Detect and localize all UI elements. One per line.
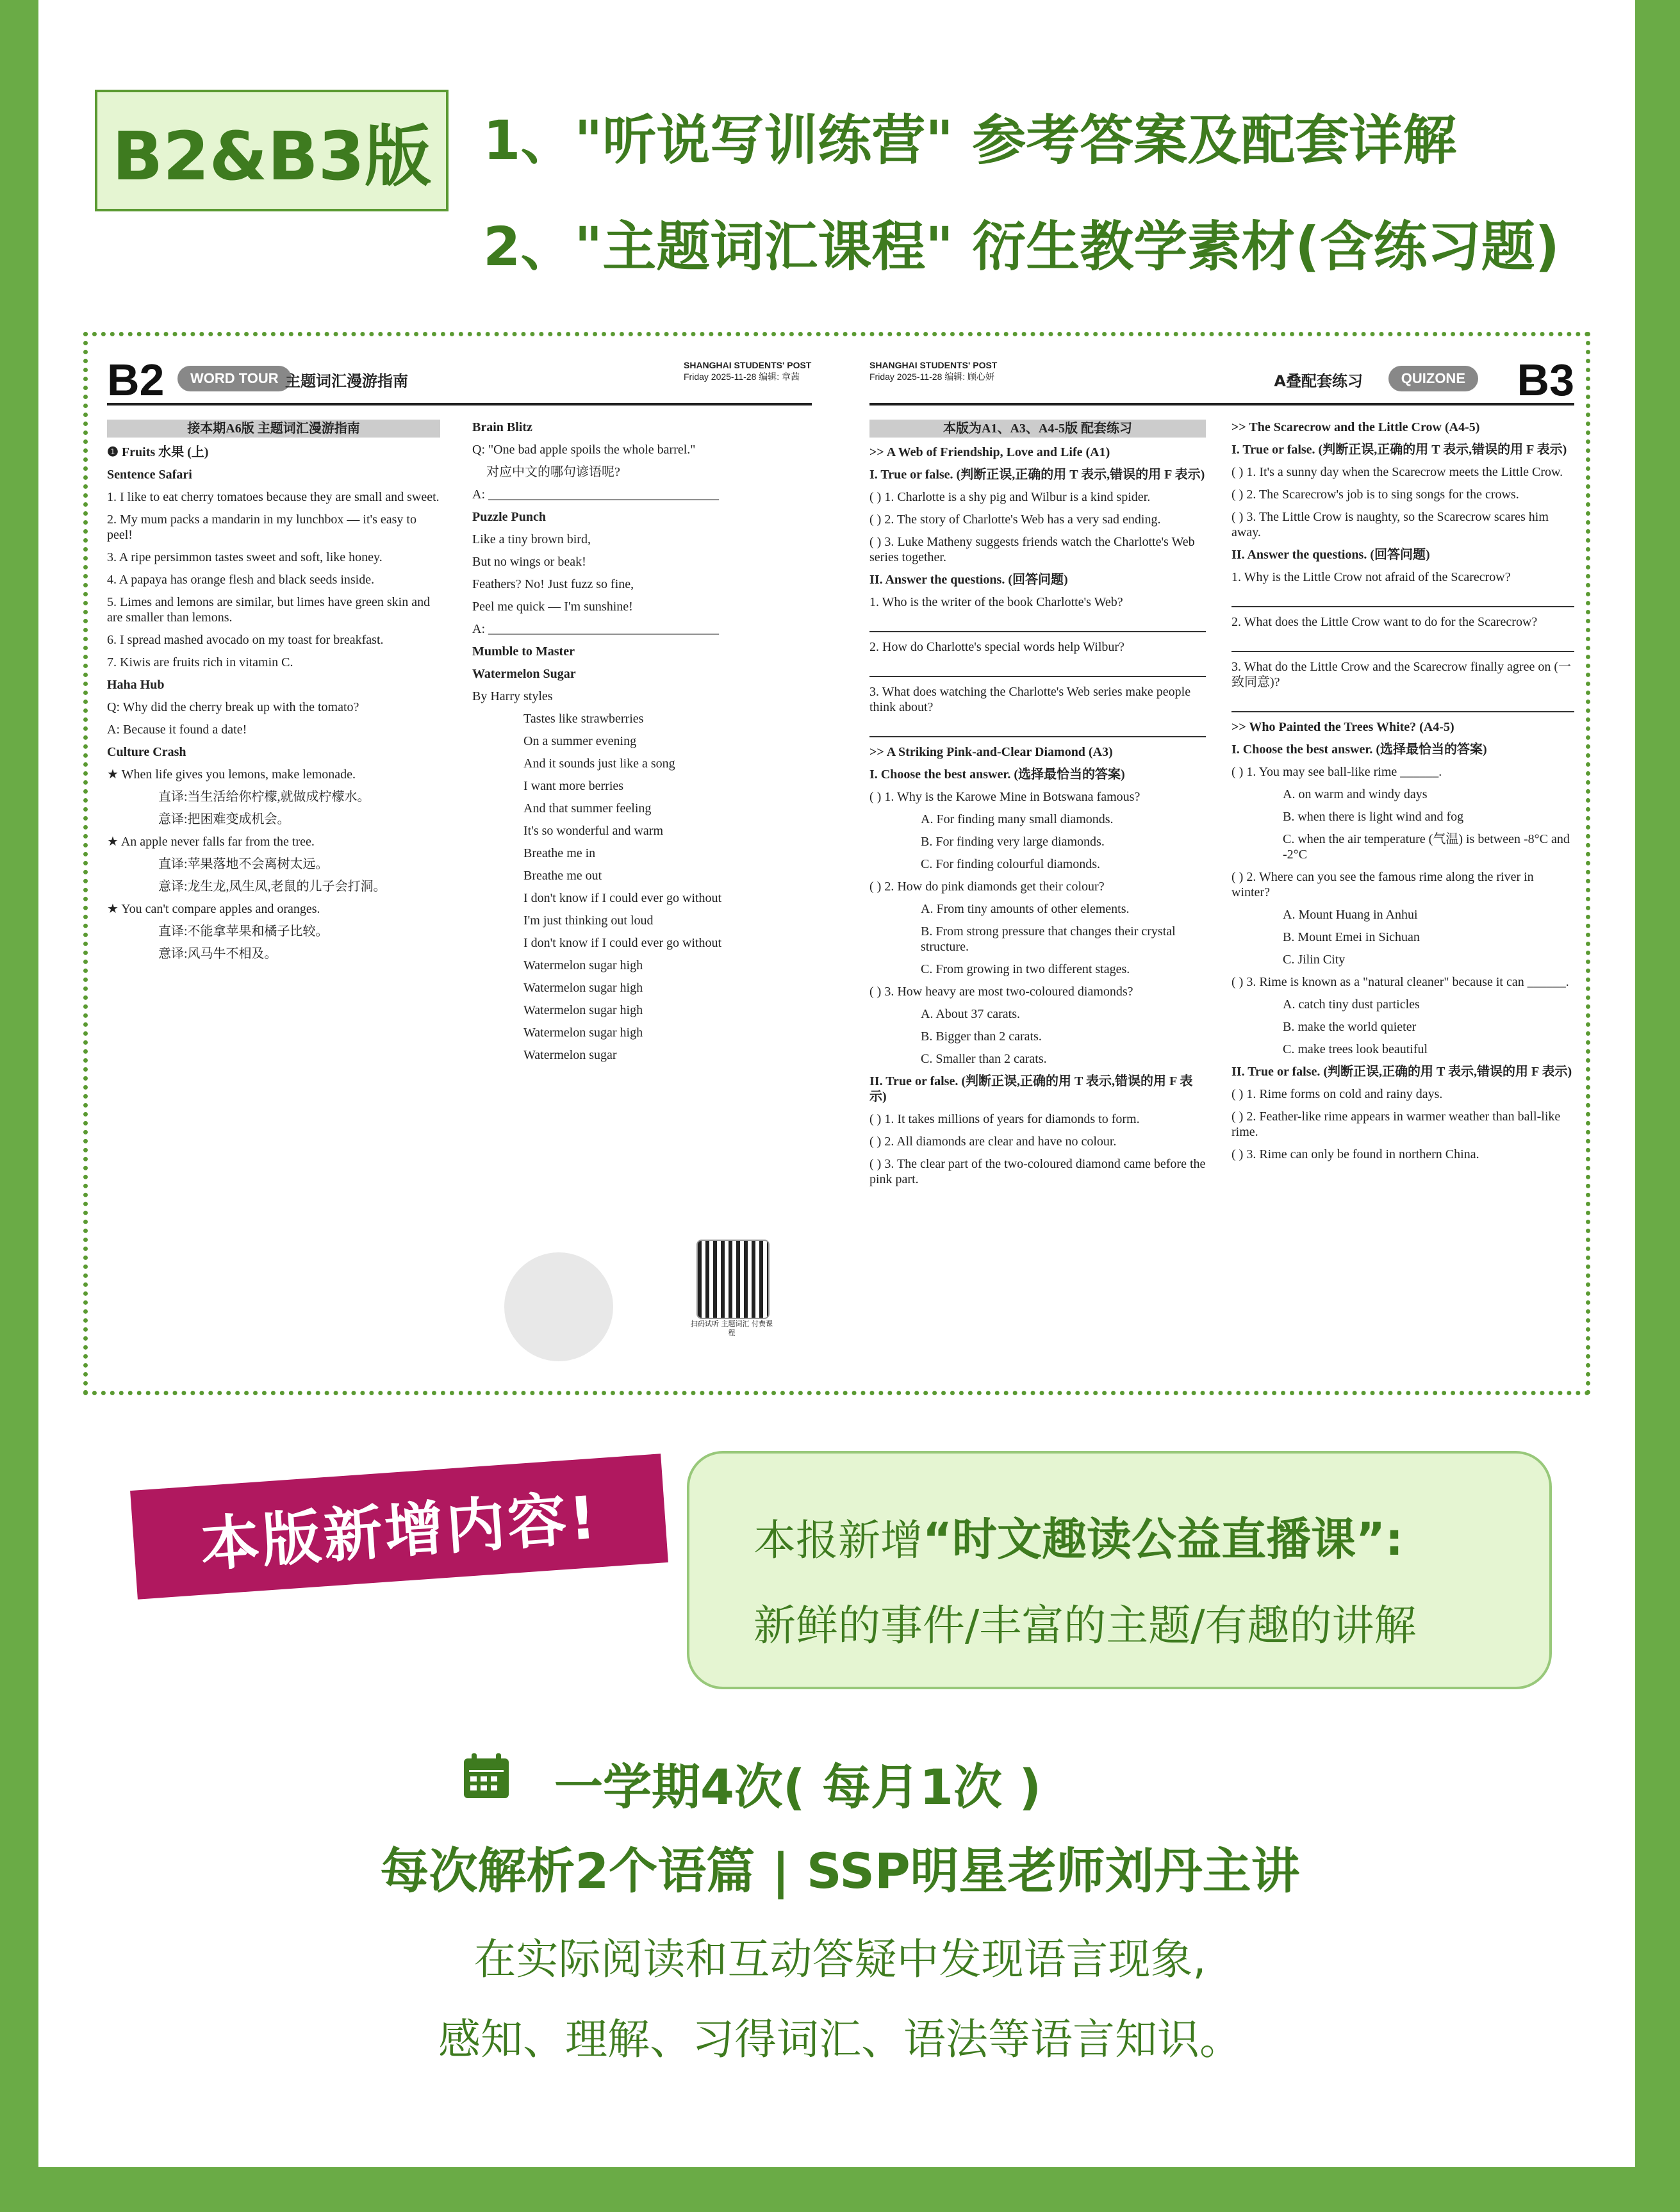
text-line: A. From tiny amounts of other elements. [921,902,1130,916]
text-line: B. when there is light wind and fog [1283,810,1464,824]
page-b3-header [869,356,1574,406]
text-line: C. when the air temperature (气温) is between -8°C and -2°C [1283,832,1570,862]
page-b3-right-column [1231,420,1574,1169]
text-line: 2. How do Charlotte's special words help Wilbur? [869,640,1124,654]
live-course-box [687,1451,1552,1689]
headline-1: 1、"听说写训练营" 参考答案及配套详解 [483,109,1457,172]
text-line: Q: "One bad apple spoils the whole barrel." [472,443,696,457]
text-line: ( ) 3. Luke Matheny suggests friends watch the Charlotte's Web series together. [869,535,1195,564]
text-line: Like a tiny brown bird, [472,532,591,546]
text-line: 7. Kiwis are fruits rich in vitamin C. [107,655,293,669]
text-line: A. catch tiny dust particles [1283,997,1420,1012]
page-b3-title: A叠配套练习 [1274,372,1363,390]
page-b3-dateline: Friday 2025-11-28 编辑: 顾心妍 [869,372,995,382]
text-line: ( ) 3. The clear part of the two-coloured diamond came before the pink part. [869,1157,1206,1186]
text-line: A. For finding many small diamonds. [921,812,1114,826]
section-heading: II. True or false. (判断正误,正确的用 T 表示,错误的用 F 表示) [1231,1065,1572,1079]
page-b2-title: 主题词汇漫游指南 [285,372,408,390]
text-line: ( ) 3. How heavy are most two-coloured diamonds? [869,985,1133,999]
text-line: ★ An apple never falls far from the tree. [107,835,315,849]
text-line: Q: Why did the cherry break up with the tomato? [107,700,359,714]
text-line: It's so wonderful and warm [523,824,663,838]
text-line: Breathe me in [523,846,596,860]
answer-line [1231,637,1574,652]
text-line: B. From strong pressure that changes their crystal structure. [921,924,1176,954]
text-line: And it sounds just like a song [523,757,675,771]
text-line: C. For finding colourful diamonds. [921,857,1100,871]
new-content-tag-label: 本版新增内容! [198,1483,601,1580]
text-line: 意译:把困难变成机会。 [158,812,290,826]
text-line: Breathe me out [523,869,602,883]
text-line: ( ) 3. The Little Crow is naughty, so the Scarecrow scares him away. [1231,510,1549,539]
section-heading: Culture Crash [107,745,186,759]
text-line: C. From growing in two different stages. [921,962,1130,976]
text-line: ( ) 3. Rime can only be found in northern China. [1231,1147,1479,1161]
text-line: 1. Who is the writer of the book Charlotte's Web? [869,595,1123,609]
text-line: 3. A ripe persimmon tastes sweet and soft, like honey. [107,550,383,564]
text-line: ( ) 1. It takes millions of years for diamonds to form. [869,1112,1140,1126]
text-line: Watermelon sugar high [523,1026,643,1040]
flyer-page [38,0,1635,2167]
text-line: 1. Why is the Little Crow not afraid of the Scarecrow? [1231,570,1511,584]
edition-badge [95,90,449,211]
page-b3-masthead: SHANGHAI STUDENTS' POST [869,360,998,370]
text-line: 对应中文的哪句谚语呢? [486,465,620,479]
text-line: 意译:风马牛不相及。 [158,947,277,961]
live-course-title: “时文趣读公益直播课”: [923,1513,1404,1566]
page-b3 [869,356,1574,1374]
section-heading: Watermelon Sugar [472,667,576,681]
text-line: ( ) 2. How do pink diamonds get their colour? [869,880,1105,894]
page-b3-left-column [869,420,1206,1194]
text-line: ( ) 2. All diamonds are clear and have no colour. [869,1135,1117,1149]
live-course-prefix: 本报新增 [754,1516,923,1565]
text-line: 2. What does the Little Crow want to do for the Scarecrow? [1231,615,1538,629]
qr-code [696,1240,770,1319]
page-b2-masthead: SHANGHAI STUDENTS' POST [684,360,812,370]
live-course-features: 新鲜的事件/丰富的主题/有趣的讲解 [754,1601,1417,1650]
text-line: B. Mount Emei in Sichuan [1283,930,1420,944]
page-b2-dateline: Friday 2025-11-28 编辑: 章茜 [684,372,800,382]
page-b3-pill: QUIZONE [1388,366,1478,391]
text-line: 3. What does watching the Charlotte's Web series make people think about? [869,685,1191,714]
course-goal-2: 感知、理解、习得词汇、语法等语言知识。 [438,2015,1242,2064]
section-heading: >> A Web of Friendship, Love and Life (A1) [869,445,1110,459]
text-line: ( ) 2. The story of Charlotte's Web has a very sad ending. [869,512,1161,527]
section-heading: >> A Striking Pink-and-Clear Diamond (A3) [869,745,1113,759]
text-line: ( ) 1. You may see ball-like rime ______. [1231,765,1442,779]
text-line: Watermelon sugar high [523,981,643,995]
text-line: A. About 37 carats. [921,1007,1020,1021]
text-line: C. make trees look beautiful [1283,1042,1428,1056]
text-line: 5. Limes and lemons are similar, but limes have green skin and are smaller than lemons. [107,595,431,625]
text-line: A. Mount Huang in Anhui [1283,908,1418,922]
section-heading: 接本期A6版 主题词汇漫游指南 [107,420,440,438]
section-heading: Mumble to Master [472,644,575,659]
section-heading: Sentence Safari [107,468,192,482]
headline-2: 2、"主题词汇课程" 衍生教学素材(含练习题) [483,215,1560,278]
text-line: ( ) 3. Rime is known as a "natural cleaner" because it can ______. [1231,975,1569,989]
text-line: Watermelon sugar high [523,1003,643,1017]
page-b2-code: B2 [107,355,165,405]
answer-line [869,722,1206,737]
qr-caption: 扫码试听 主题词汇 付费课程 [691,1320,773,1337]
text-line: A: ____________________________________ [472,487,719,502]
calendar-icon [461,1752,511,1801]
text-line: 3. What do the Little Crow and the Scarecrow finally agree on (一致同意)? [1231,660,1572,689]
text-line: C. Jilin City [1283,953,1346,967]
schedule-detail: 每次解析2个语篇 | SSP明星老师刘丹主讲 [380,1842,1300,1899]
text-line: ( ) 1. Charlotte is a shy pig and Wilbur is a kind spider. [869,490,1151,504]
text-line: Tastes like strawberries [523,712,644,726]
section-heading: II. Answer the questions. (回答问题) [1231,548,1430,562]
course-goal-1: 在实际阅读和互动答疑中发现语言现象, [474,1935,1206,1984]
section-heading: Haha Hub [107,678,165,692]
section-heading: >> The Scarecrow and the Little Crow (A4-5) [1231,420,1480,434]
section-heading: II. True or false. (判断正误,正确的用 T 表示,错误的用 F 表示) [869,1074,1193,1104]
text-line: B. Bigger than 2 carats. [921,1029,1042,1044]
text-line: A: Because it found a date! [107,723,247,737]
text-line: ( ) 1. Why is the Karowe Mine in Botswana famous? [869,790,1141,804]
section-heading: I. True or false. (判断正误,正确的用 T 表示,错误的用 F 表示) [869,468,1205,482]
text-line: B. For finding very large diamonds. [921,835,1105,849]
text-line: But no wings or beak! [472,555,586,569]
text-line: And that summer feeling [523,801,652,815]
page-b2-left-column [107,420,440,969]
text-line: Feathers? No! Just fuzz so fine, [472,577,634,591]
text-line: I don't know if I could ever go without [523,891,722,905]
section-heading: Puzzle Punch [472,510,546,524]
text-line: 意译:龙生龙,凤生凤,老鼠的儿子会打洞。 [158,880,386,894]
text-line: 4. A papaya has orange flesh and black seeds inside. [107,573,375,587]
text-line: 直译:当生活给你柠檬,就做成柠檬水。 [158,790,370,804]
page-b2-header [107,356,812,406]
page-b2 [107,356,812,1374]
section-heading: I. True or false. (判断正误,正确的用 T 表示,错误的用 F 表示) [1231,443,1567,457]
answer-line [1231,592,1574,607]
text-line: B. make the world quieter [1283,1020,1417,1034]
section-heading: I. Choose the best answer. (选择最恰当的答案) [1231,742,1487,757]
text-line: I want more berries [523,779,624,793]
section-heading: >> Who Painted the Trees White? (A4-5) [1231,720,1454,734]
text-line: ★ When life gives you lemons, make lemonade. [107,767,356,782]
section-heading: Brain Blitz [472,420,532,434]
text-line: 直译:不能拿苹果和橘子比较。 [158,924,329,938]
page-b3-code: B3 [1517,355,1574,405]
text-line: ★ You can't compare apples and oranges. [107,902,320,916]
text-line: ( ) 1. Rime forms on cold and rainy days. [1231,1087,1443,1101]
new-content-tag [130,1454,668,1599]
text-line: 2. My mum packs a mandarin in my lunchbox — it's easy to peel! [107,512,416,542]
edition-badge-label: B2&B3版 [112,117,431,195]
text-line: 直译:苹果落地不会离树太远。 [158,857,329,871]
text-line: By Harry styles [472,689,553,703]
section-heading: II. Answer the questions. (回答问题) [869,573,1068,587]
answer-line [869,662,1206,677]
section-heading: I. Choose the best answer. (选择最恰当的答案) [869,767,1125,782]
text-line: ( ) 1. It's a sunny day when the Scarecrow meets the Little Crow. [1231,465,1563,479]
answer-line [1231,697,1574,712]
answer-line [869,617,1206,632]
text-line: 1. I like to eat cherry tomatoes because they are small and sweet. [107,490,440,504]
text-line: A. on warm and windy days [1283,787,1428,801]
text-line: Peel me quick — I'm sunshine! [472,600,633,614]
section-heading: ❶ Fruits 水果 (上) [107,445,209,459]
text-line: A: ____________________________________ [472,622,719,636]
text-line: Watermelon sugar high [523,958,643,972]
text-line: I'm just thinking out loud [523,913,654,928]
section-heading: 本版为A1、A3、A4-5版 配套练习 [869,420,1206,438]
text-line: ( ) 2. The Scarecrow's job is to sing songs for the crows. [1231,487,1519,502]
text-line: On a summer evening [523,734,637,748]
newspaper-preview [83,332,1590,1395]
schedule-frequency: 一学期4次( 每月1次 ) [554,1758,1042,1815]
text-line: C. Smaller than 2 carats. [921,1052,1047,1066]
page-b2-right-column [472,420,812,1070]
text-line: I don't know if I could ever go without [523,936,722,950]
text-line: ( ) 2. Where can you see the famous rime along the river in winter? [1231,870,1534,899]
text-line: ( ) 2. Feather-like rime appears in warmer weather than ball-like rime. [1231,1110,1561,1139]
text-line: 6. I spread mashed avocado on my toast for breakfast. [107,633,384,647]
text-line: Watermelon sugar [523,1048,617,1062]
page-b2-pill: WORD TOUR [177,366,292,391]
watermelon-juice-illustration [504,1252,613,1361]
